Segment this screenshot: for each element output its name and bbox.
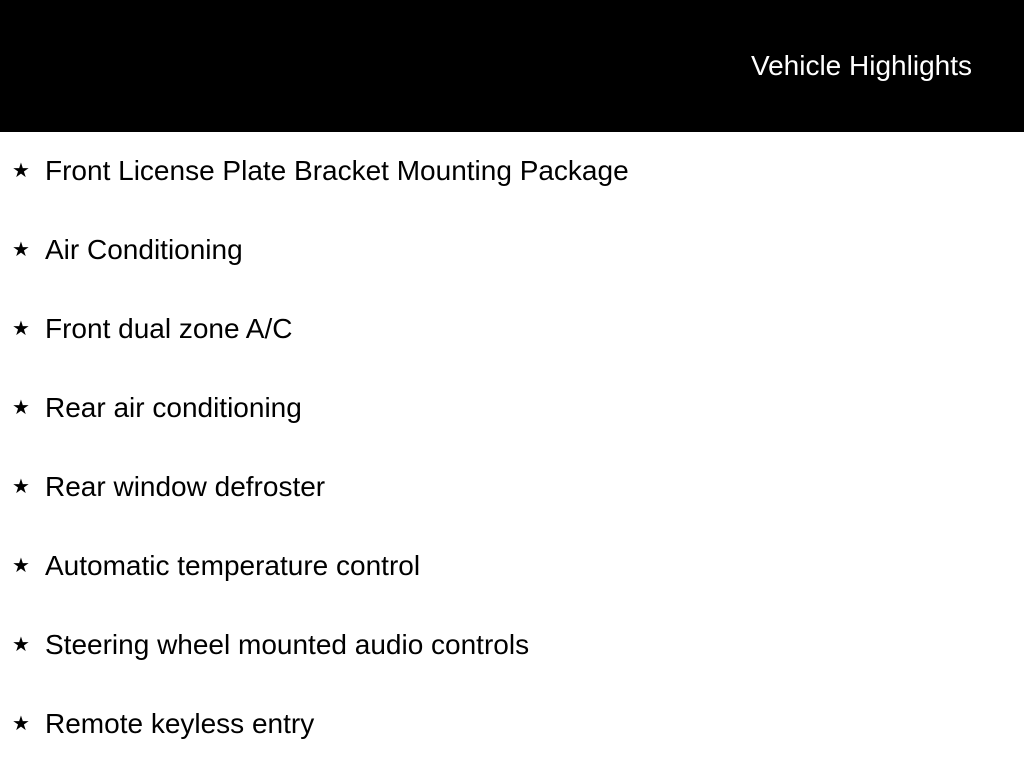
highlight-label: Automatic temperature control bbox=[45, 550, 421, 581]
highlight-label: Remote keyless entry bbox=[45, 708, 315, 739]
highlight-label: Front License Plate Bracket Mounting Package bbox=[45, 155, 629, 186]
list-item bbox=[0, 369, 1024, 448]
star-icon: ★ bbox=[12, 711, 30, 735]
star-icon: ★ bbox=[12, 395, 30, 419]
star-icon: ★ bbox=[12, 316, 30, 340]
highlight-label: Rear window defroster bbox=[45, 471, 326, 502]
star-icon: ★ bbox=[12, 474, 30, 498]
star-icon: ★ bbox=[12, 553, 30, 577]
list-item bbox=[0, 606, 1024, 685]
list-item bbox=[0, 211, 1024, 290]
highlight-label: Rear air conditioning bbox=[45, 392, 302, 423]
list-item bbox=[0, 448, 1024, 527]
list-item bbox=[0, 527, 1024, 606]
highlight-label: Air Conditioning bbox=[45, 234, 243, 265]
page-title: Vehicle Highlights bbox=[750, 50, 972, 81]
star-icon: ★ bbox=[12, 158, 30, 182]
highlight-label: Front dual zone A/C bbox=[45, 313, 293, 344]
list-item bbox=[0, 290, 1024, 369]
list-item bbox=[0, 685, 1024, 764]
star-icon: ★ bbox=[12, 632, 30, 656]
star-icon: ★ bbox=[12, 237, 30, 261]
highlights-list bbox=[0, 132, 1024, 764]
list-item bbox=[0, 132, 1024, 211]
highlight-label: Steering wheel mounted audio controls bbox=[45, 629, 530, 660]
header-bar bbox=[0, 0, 1024, 132]
